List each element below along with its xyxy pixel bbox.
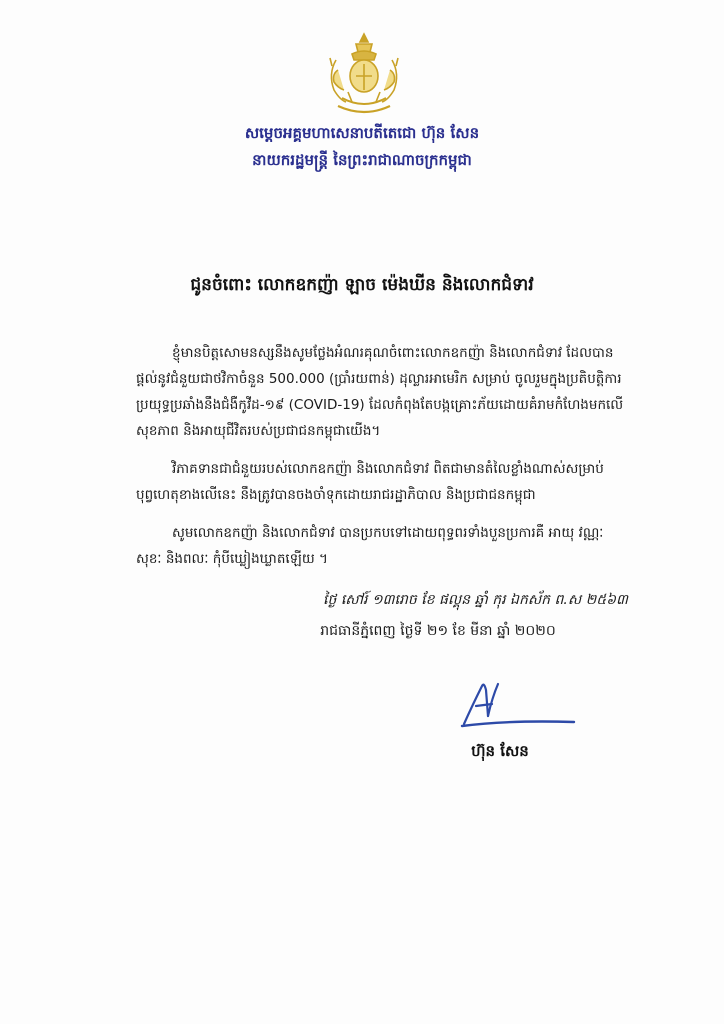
paragraph-line: ប្រយុទ្ធប្រឆាំងនឹងជំងឺកូវីដ-១៩ (COVID-19) ដែលកំពុងតែបង្កគ្រោះភ័យដោយគំរាមកំហែងមកលើ [136, 397, 624, 413]
office-subtitle: នាយករដ្ឋមន្ត្រី នៃព្រះរាជាណាចក្រកម្ពុជា [252, 151, 472, 169]
handwritten-signature [458, 676, 578, 732]
signer-name: ហ៊ុន សែន [471, 742, 529, 760]
paragraph-contribution [136, 456, 656, 508]
paragraph-line: ផ្តល់នូវជំនួយជាថវិកាចំនួន 500.000 (ប្រាំរយពាន់) ដុល្លារអាមេរិក សម្រាប់ ចូលរួមក្នុងប្រតិបត្តិការ [136, 371, 622, 387]
paragraph-line: វិភាគទានជាជំនួយរបស់លោកឧកញ៉ា និងលោកជំទាវ ពិតជាមានតំលៃខ្លាំងណាស់សម្រាប់ [172, 461, 604, 477]
paragraph-line: សុខភាព និងអាយុជីវិតរបស់ប្រជាជនកម្ពុជាយើង។ [136, 423, 381, 439]
lunar-date: ថ្ងៃ សៅរ៍ ១៣រោច ខែ ផល្គុន ឆ្នាំ កុរ ឯកស័ក ព.ស ២៥៦៣ [323, 592, 628, 608]
paragraph-line: ខ្ញុំមានបិត្តសោមនស្សនឹងសូមថ្លែងអំណរគុណចំពោះលោកឧកញ៉ា និងលោកជំទាវ ដែលបាន [172, 345, 614, 361]
office-title: សម្តេចអគ្គមហាសេនាបតីតេជោ ហ៊ុន សែន [244, 124, 480, 142]
paragraph-line: បុព្វហេតុខាងលើនេះ នឹងត្រូវបានចងចាំទុកដោយរាជរដ្ឋាភិបាល និងប្រជាជនកម្ពុជា [136, 487, 536, 503]
paragraph-line: សូមលោកឧកញ៉ា និងលោកជំទាវ បានប្រកបទៅដោយពុទ្ធពរទាំងបួនប្រការគឺ អាយុ វណ្ណៈ [172, 525, 604, 541]
paragraph-blessing [136, 520, 656, 572]
solar-date-place: រាជធានីភ្នំពេញ ថ្ងៃទី ២១ ខែ មីនា ឆ្នាំ ២០២០ [320, 623, 556, 639]
letter-addressee: ជូនចំពោះ លោកឧកញ៉ា ឡាច ម៉េងឃីន និងលោកជំទាវ [190, 275, 534, 295]
paragraph-gratitude [136, 340, 656, 444]
paragraph-line: សុខៈ និងពលៈ កុំបីឃ្លៀងឃ្លាតឡើយ ។ [136, 551, 328, 567]
royal-coat-of-arms-emblem [318, 30, 410, 118]
